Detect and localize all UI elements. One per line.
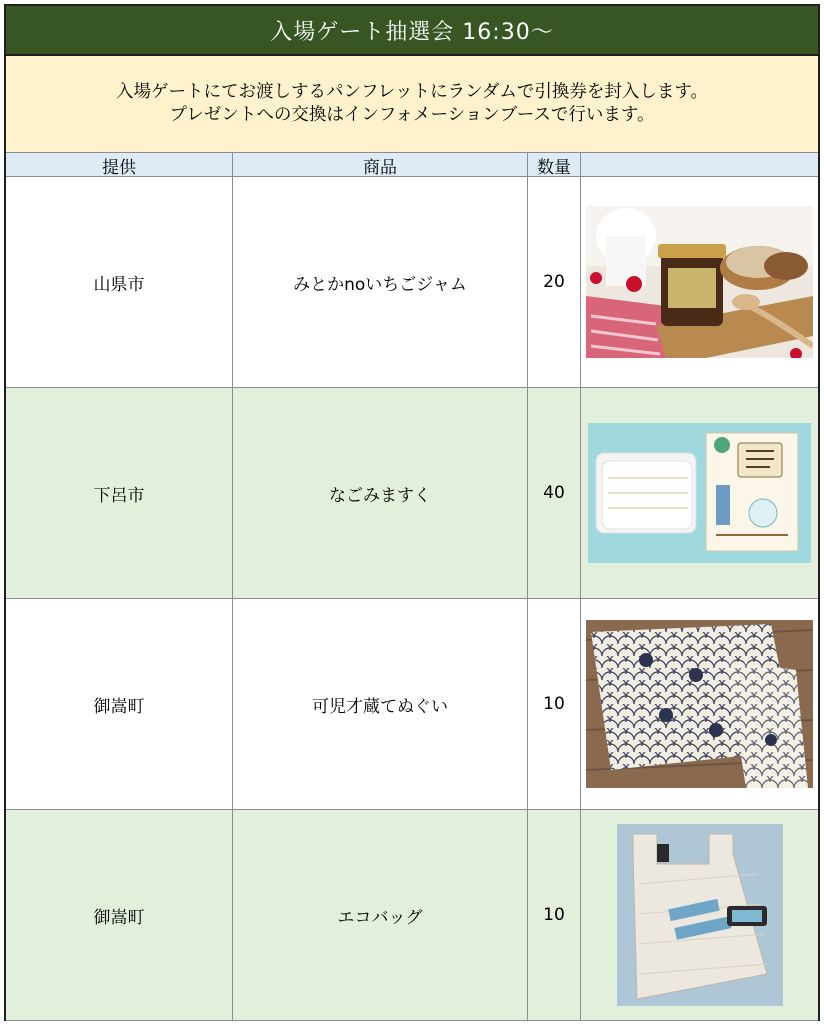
eco-bag-photo: [617, 824, 783, 1006]
mask-package-photo: [588, 423, 811, 563]
column-header-image: [581, 153, 818, 178]
notice-line-2: プレゼントへの交換はインフォメーションブースで行います。: [169, 105, 655, 125]
product-image-cell: [581, 599, 818, 809]
notice-line-1: 入場ゲートにてお渡しするパンフレットにランダムで引換券を封入します。: [115, 82, 709, 102]
quantity-cell: 40: [528, 388, 581, 598]
product-cell: 可児才蔵てぬぐい: [233, 599, 528, 809]
quantity-cell: 10: [528, 599, 581, 809]
column-header-provider: 提供: [6, 153, 233, 178]
product-cell: エコバッグ: [233, 810, 528, 1020]
quantity-cell: 10: [528, 810, 581, 1020]
provider-cell: 山県市: [6, 177, 233, 387]
table-row: [6, 810, 818, 1021]
product-image-cell: [581, 177, 818, 387]
table-row: [6, 388, 818, 599]
page-title: 入場ゲート抽選会 16:30～: [4, 4, 820, 56]
product-cell: みとかnoいちごジャム: [233, 177, 528, 387]
jam-jar-photo: [586, 206, 813, 358]
notice-box: [4, 56, 820, 152]
provider-cell: 御嵩町: [6, 810, 233, 1020]
tenugui-towel-photo: [586, 620, 813, 788]
quantity-cell: 20: [528, 177, 581, 387]
product-image-cell: [581, 810, 818, 1020]
prize-table: [4, 152, 820, 1021]
table-row: [6, 177, 818, 388]
column-header-quantity: 数量: [528, 153, 581, 178]
table-row: [6, 599, 818, 810]
column-header-product: 商品: [233, 153, 528, 178]
provider-cell: 御嵩町: [6, 599, 233, 809]
product-cell: なごみますく: [233, 388, 528, 598]
product-image-cell: [581, 388, 818, 598]
table-header: [6, 152, 818, 177]
provider-cell: 下呂市: [6, 388, 233, 598]
